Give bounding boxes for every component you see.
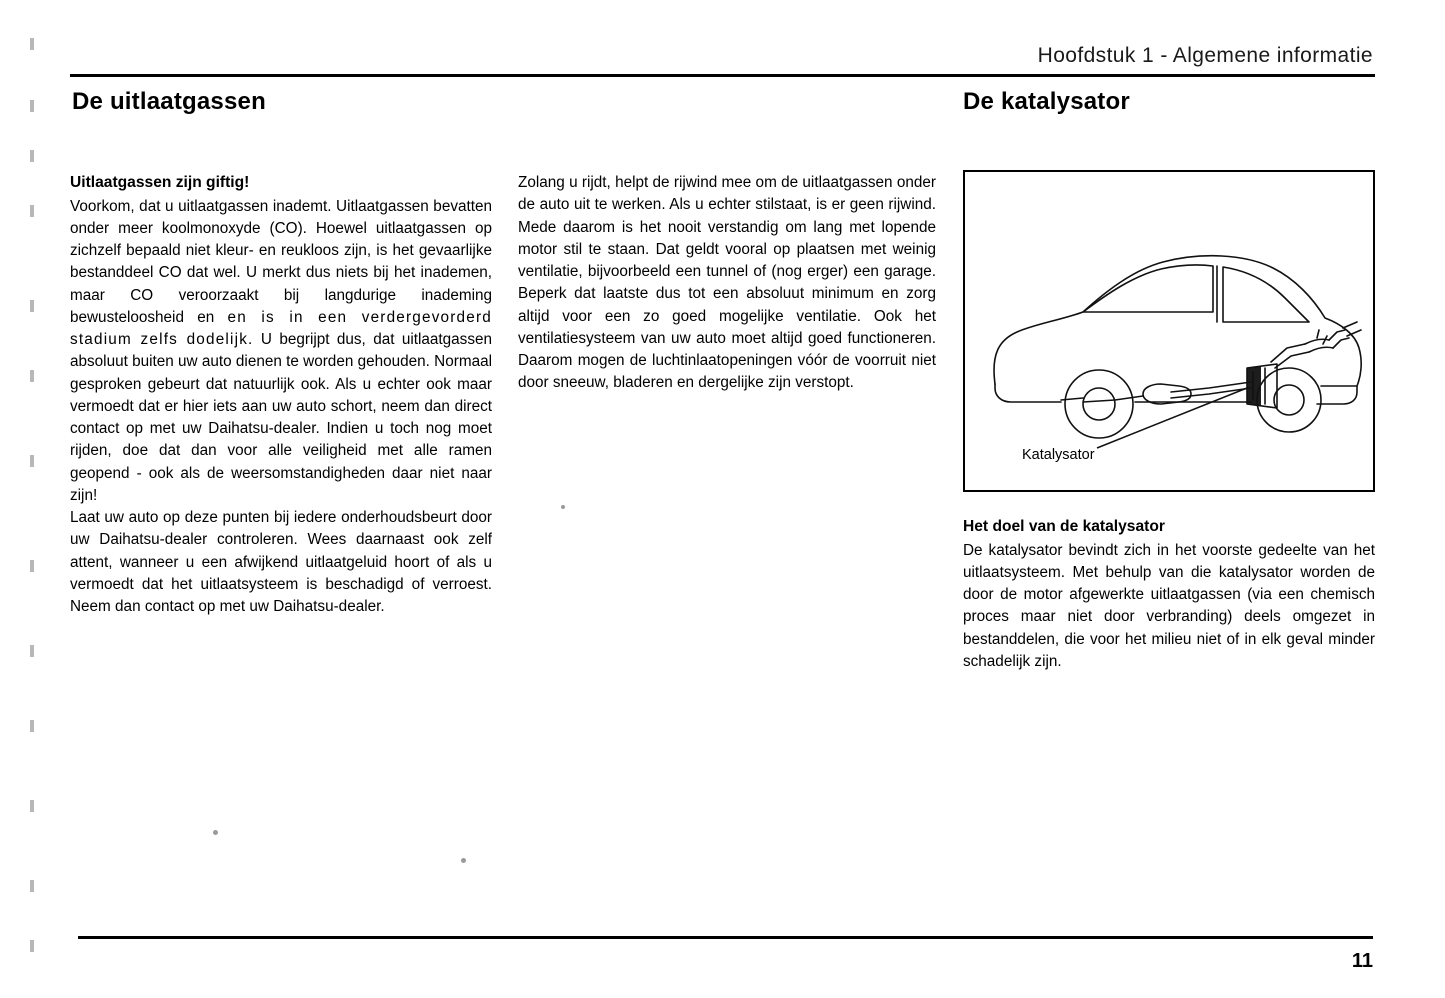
scan-speck (461, 858, 466, 863)
column1-lead-heading: Uitlaatgassen zijn giftig! (70, 174, 250, 191)
column1-text-emphasis: en is in een verdergevorderd stadium zelfs dodelijk. (70, 308, 492, 349)
body-column-2 (518, 172, 936, 395)
column1-text-b: U begrijpt dus, dat uitlaatgassen absoluut buiten uw auto dienen te worden gehouden. Normaal gesproken gebeurt dat natuurlijk ook. Als u echter ook maar vermoedt dat er hier iets aan uw auto schort, neem dan direct contact op met uw Daihatsu-dealer. Indien u toch nog moet rijden, doe dat dan voor alle veiligheid met alle ramen geopend - ook als de weersomstandigheden daar niet naar zijn! (70, 331, 492, 504)
column1-text-a: Voorkom, dat u uitlaatgassen inademt. Uitlaatgassen bevatten onder meer koolmonoxyde (CO). Hoewel uitlaatgassen op zichzelf bepaald niet kleur- en reukloos zijn, is het gevaarlijke bestanddeel CO dat wel. U merkt dus niets bij het inademen, maar CO veroorzaakt bij langdurige inademing bewusteloosheid en (70, 197, 492, 326)
column3-subheading: Het doel van de katalysator (963, 518, 1165, 535)
scan-speck (561, 505, 565, 509)
page-title-left: De uitlaatgassen (72, 88, 266, 115)
page-title-right: De katalysator (963, 88, 1130, 115)
column3-paragraph-1 (963, 516, 1375, 673)
figure-caption: Katalysator (1022, 447, 1095, 463)
scan-speck (213, 830, 218, 835)
column2-paragraph-1: Zolang u rijdt, helpt de rijwind mee om de uitlaatgassen onder de auto uit te werken. Als u echter stilstaat, is er geen rijwind. Mede daarom is het nooit verstandig om lang met lopende motor stil te staan. Dat geldt vooral op plaatsen met weinig ventilatie, bijvoorbeeld een tunnel of (nog erger) een garage. Beperk dat laatste dus tot een absoluut minimum en zorg altijd voor een zo goed mogelijke ventilatie. Ook het ventilatiesysteem van uw auto moet altijd goed functioneren. Daarom mogen de luchtinlaatopeningen vóór de voorruit niet door sneeuw, bladeren en dergelijke zijn verstopt. (518, 174, 936, 392)
header-rule (70, 74, 1375, 77)
scan-edge-marks (30, 0, 34, 998)
page-number: 11 (1351, 950, 1373, 972)
chapter-header: Hoofdstuk 1 - Algemene informatie (1037, 44, 1373, 67)
column1-paragraph-1 (70, 172, 492, 507)
column1-paragraph-2: Laat uw auto op deze punten bij iedere onderhoudsbeurt door uw Daihatsu-dealer controleren. Wees daarnaast ook zelf attent, wanneer u een afwijkend uitlaatgeluid hoort of als u vermoedt dat het uitlaatsysteem is beschadigd of verroest. Neem dan contact op met uw Daihatsu-dealer. (70, 509, 492, 616)
footer-rule (78, 936, 1373, 939)
column3-text: De katalysator bevindt zich in het voorste gedeelte van het uitlaatsysteem. Met behulp van die katalysator worden de door de motor afgewerkte uitlaatgassen (via een chemisch proces maar niet door verbranding) deels omgezet in bestanddelen, die voor het milieu niet of in elk geval minder schadelijk zijn. (963, 541, 1375, 670)
car-diagram-svg (965, 172, 1373, 490)
body-column-3 (963, 516, 1375, 673)
catalytic-converter-figure (963, 170, 1375, 492)
body-column-1 (70, 172, 492, 618)
